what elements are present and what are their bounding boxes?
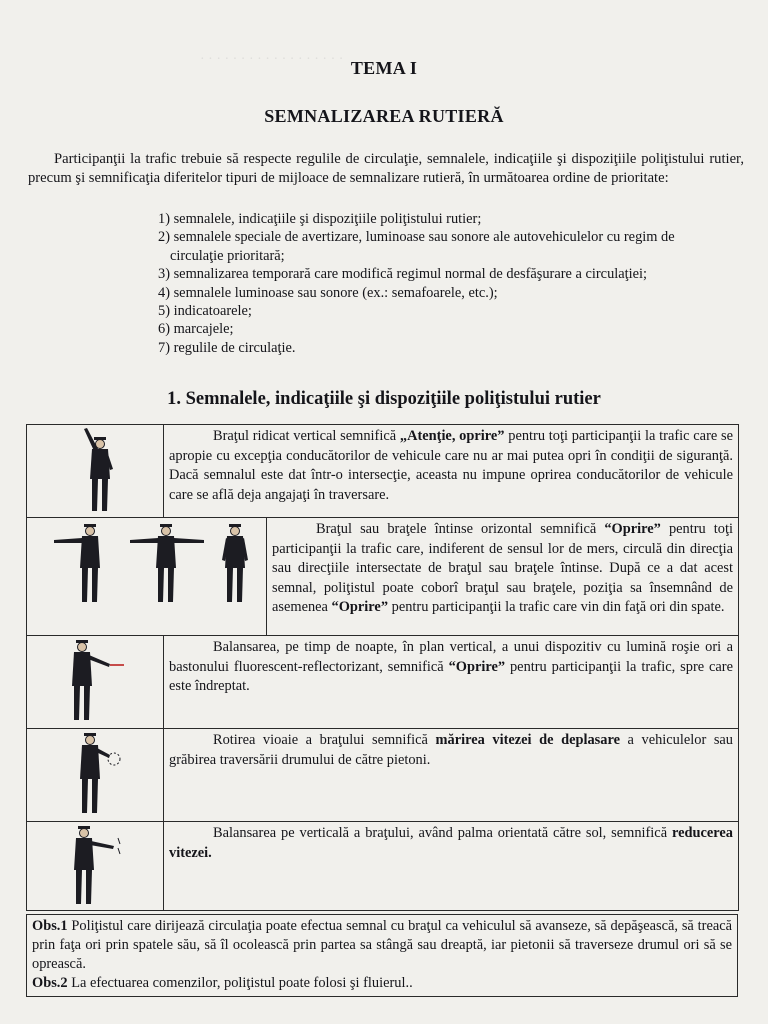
table-row — [27, 822, 739, 911]
observation-text: La efectuarea comenzilor, poliţistul poate folosi şi fluierul.. — [67, 975, 413, 991]
signal-text: Balansarea pe verticală a braţului, având palma orientată către sol, semnifică — [213, 825, 672, 841]
lesson-title: SEMNALIZAREA RUTIERĂ — [264, 106, 504, 126]
observation-label: Obs.2 — [32, 975, 68, 991]
list-item: 7) regulile de circulaţie. — [158, 339, 296, 356]
list-item-continuation: circulaţie prioritară; — [170, 247, 285, 264]
signal-text: pentru participanţii la trafic, spre care este îndreptat. — [169, 658, 733, 694]
section-heading: 1. Semnalele, indicaţiile şi dispoziţiile poliţistului rutier — [167, 389, 601, 409]
lesson-number: TEMA I — [350, 58, 418, 78]
signal-text: Braţul ridicat vertical semnifică — [213, 428, 400, 444]
bleed-through: · · · · · · · · · · · · · · · · · · — [200, 52, 344, 67]
table-row — [27, 729, 739, 822]
figure-cell — [27, 518, 267, 636]
list-item: 1) semnalele, indicaţiile şi dispoziţiile poliţistului rutier; — [158, 211, 482, 227]
observation-label: Obs.1 — [32, 918, 68, 934]
signal-meaning: “Oprire” — [604, 521, 661, 537]
list-item: 5) indicatoarele; — [158, 303, 252, 320]
list-item: 4) semnalele luminoase sau sonore (ex.: semafoarele, etc.); — [158, 284, 498, 301]
list-item: 2) semnalele speciale de avertizare, luminoase sau sonore ale autovehiculelor cu regim de — [158, 229, 675, 246]
signal-description — [164, 822, 739, 911]
signal-text: Balansarea, pe timp de noapte, în plan vertical, a unui dispozitiv cu lumină roşie ori a bastonului fluorescent-reflectorizant, semnifică — [169, 639, 733, 675]
signal-text: Rotirea vioaie a braţului semnifică — [213, 732, 436, 748]
observations-box — [26, 914, 738, 997]
list-item: 3) semnalizarea temporară care modifică regimul normal de desfăşurare a circulaţiei; — [158, 266, 648, 283]
observation-text: Poliţistul care dirijează circulaţia poate efectua semnal cu braţul ca vehiculul să avanseze, să depăşească, să treacă prin faţa ori prin spatele său, să îl ocolească prin partea sa stângă sau dreaptă, iar pietonii să traverseze drumul ori să se oprească. — [32, 918, 732, 972]
signals-table — [26, 424, 739, 911]
signal-meaning: “Oprire” — [331, 599, 389, 615]
signal-meaning: „Atenţie, oprire” — [399, 428, 505, 444]
signal-meaning: mărirea vitezei de deplasare — [435, 732, 620, 748]
signal-meaning: “Oprire” — [448, 658, 506, 675]
figure-cell — [27, 636, 164, 729]
observation-1 — [32, 917, 732, 974]
signal-meaning: reducerea vitezei. — [169, 825, 733, 861]
list-item: 6) marcajele; — [158, 321, 234, 338]
table-row — [27, 518, 739, 636]
priority-list — [158, 210, 748, 357]
signal-description — [164, 636, 739, 729]
table-row — [27, 636, 739, 729]
signal-description — [164, 425, 739, 518]
signal-text: pentru participanţii la trafic care vin din faţă ori din spate. — [388, 599, 725, 615]
signal-text: pentru toţi participanţii la trafic care se apropie cu excepţia conducătorilor de vehicule care nu ar mai putea opri în condiţii de siguranţă. Dacă semnalul este dat într-o intersecţie, aceasta nu impune oprirea conducătorilor de vehicule care se află deja angajaţi în traversare. — [169, 428, 733, 503]
figure-cell — [27, 425, 164, 518]
signal-text: a vehiculelor sau grăbirea traversării drumului de către pietoni. — [169, 732, 734, 768]
signal-text: Braţul sau braţele întinse orizontal semnifică — [316, 521, 605, 537]
intro-paragraph: Participanţii la trafic trebuie să respecte regulile de circulaţie, semnalele, indicaţiile şi dispoziţiile poliţistului rutier, precum şi semnificaţia diferitelor tipuri de mijloace de semnalizare rutieră, în următoarea ordine de prioritate: — [28, 151, 744, 186]
signal-text: pentru toţi participanţii la trafic care, indiferent de sensul lor de mers, circulă din direcţia sau direcţiile intersectate de braţul sau braţele întinse. După ce a dat acest semnal, poliţistul poate coborî braţul sau braţele, poziţia sa însemnând de asemenea — [272, 521, 733, 615]
table-row — [27, 425, 739, 518]
observation-2 — [32, 974, 732, 993]
figure-cell — [27, 729, 164, 822]
signal-description — [164, 729, 739, 822]
signal-description — [267, 518, 739, 636]
figure-cell — [27, 822, 164, 911]
